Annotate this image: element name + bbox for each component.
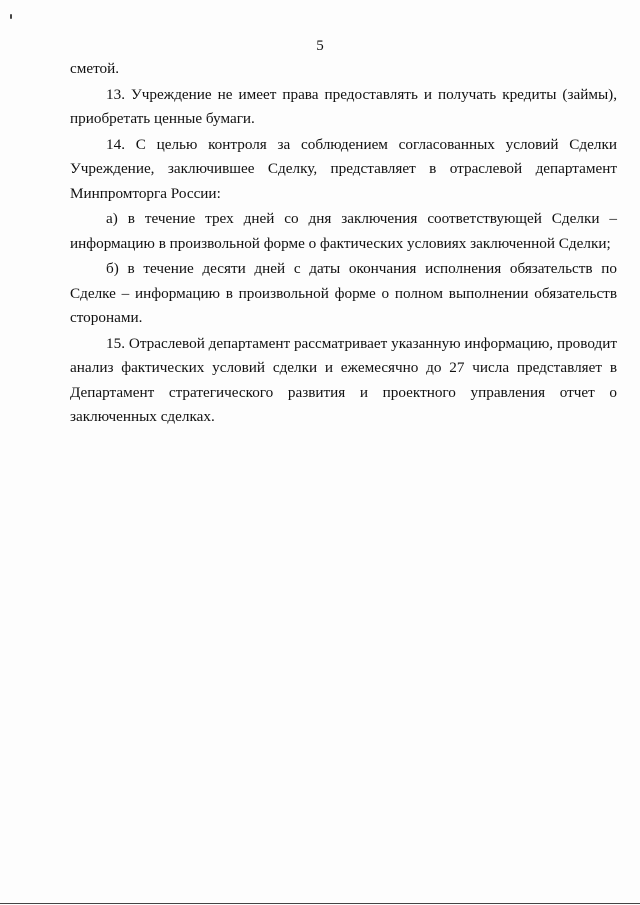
scan-mark	[10, 14, 12, 19]
page-number: 5	[316, 38, 324, 54]
paragraph-14-b: б) в течение десяти дней с даты окончания исполнения обязательств по Сделке – информацию в произвольной форме о полном выполнении обязательств сторонами.	[70, 260, 617, 326]
paragraph-15: 15. Отраслевой департамент рассматривает указанную информацию, проводит анализ фактических условий сделки и ежемесячно до 27 числа представляет в Департамент стратегического развития и проектного управления отчет о заключенных сделках.	[70, 334, 617, 425]
document-body	[70, 57, 617, 430]
paragraph-13: 13. Учреждение не имеет права предоставлять и получать кредиты (займы), приобретать ценные бумаги.	[70, 85, 617, 127]
paragraph-14-a: а) в течение трех дней со дня заключения соответствующей Сделки – информацию в произвольной форме о фактических условиях заключенной Сделки;	[70, 210, 617, 252]
page-bottom-edge	[0, 903, 640, 904]
paragraph-continuation: сметой.	[70, 60, 120, 77]
paragraph-14: 14. С целью контроля за соблюдением согласованных условий Сделки Учреждение, заключившее Сделку, представляет в отраслевой департамент Минпромторга России:	[70, 135, 617, 202]
